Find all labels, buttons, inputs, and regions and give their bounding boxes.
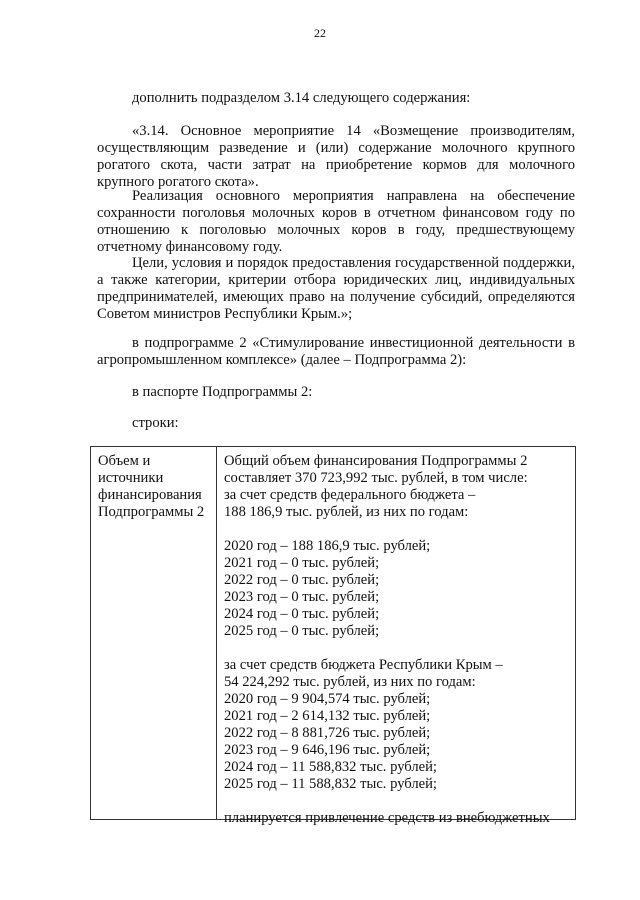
rows-label: строки: [132,415,179,431]
federal-year-line: 2021 год – 0 тыс. рублей; [224,555,380,571]
regional-year-line: 2023 год – 9 646,196 тыс. рублей; [224,742,431,758]
left-cell-line: финансирования [98,487,202,503]
total-line: 188 186,9 тыс. рублей, из них по годам: [224,504,469,520]
federal-year-line: 2022 год – 0 тыс. рублей; [224,572,380,588]
regional-line: 54 224,292 тыс. рублей, из них по годам: [224,674,476,690]
regional-year-line: 2021 год – 2 614,132 тыс. рублей; [224,708,431,724]
spacer [224,521,569,538]
federal-year-line: 2025 год – 0 тыс. рублей; [224,623,380,639]
financing-table [90,446,576,826]
realization-text: Реализация основного мероприятия направлена на обеспечение сохранности поголовья молочных коров в отчетном финансовом году по отношению к поголовью молочных коров в году, предшествующему отчетному финансовому году. [97,188,575,255]
extrabudgetary-line: планируется привлечение средств из внебюджетных [224,810,550,826]
regional-line: за счет средств бюджета Республики Крым – [224,657,503,673]
table-column-divider [216,447,217,819]
table-left-cell [98,453,212,521]
realization-paragraph [97,188,575,256]
subprogram-text: в подпрограмме 2 «Стимулирование инвестиционной деятельности в агропромышленном комплексе» (далее – Подпрограмма 2): [97,335,575,368]
regional-year-line: 2022 год – 8 881,726 тыс. рублей; [224,725,431,741]
total-line: Общий объем финансирования Подпрограммы 2 [224,453,528,469]
regional-year-line: 2025 год – 11 588,832 тыс. рублей; [224,776,437,792]
subprogram-paragraph [97,335,575,369]
spacer [224,793,569,810]
section-3-14-paragraph [97,123,575,191]
total-line: составляет 370 723,992 тыс. рублей, в том числе: [224,470,528,486]
table-right-cell [224,453,569,827]
page-number: 22 [314,26,326,40]
left-cell-line: Подпрограммы 2 [98,504,205,520]
conditions-text: Цели, условия и порядок предоставления государственной поддержки, а также категории, критерии отбора юридических лиц, индивидуальных предпринимателей, имеющих право на получение субсидий, определяются Советом министров Республики Крым.»; [97,255,575,322]
left-cell-line: Объем и [98,453,151,469]
federal-year-line: 2020 год – 188 186,9 тыс. рублей; [224,538,431,554]
spacer [224,640,569,657]
conditions-paragraph [97,255,575,323]
left-cell-line: источники [98,470,164,486]
regional-year-line: 2024 год – 11 588,832 тыс. рублей; [224,759,437,775]
regional-year-line: 2020 год – 9 904,574 тыс. рублей; [224,691,431,707]
passport-paragraph: в паспорте Подпрограммы 2: [132,384,313,400]
total-line: за счет средств федерального бюджета – [224,487,476,503]
intro-paragraph: дополнить подразделом 3.14 следующего содержания: [132,90,471,106]
federal-year-line: 2023 год – 0 тыс. рублей; [224,589,380,605]
federal-year-line: 2024 год – 0 тыс. рублей; [224,606,380,622]
section-3-14-text: «3.14. Основное мероприятие 14 «Возмещение производителям, осуществляющим разведение и (или) содержание молочного крупного рогатого скота, части затрат на приобретение кормов для молочного крупного рогатого скота». [97,123,575,190]
